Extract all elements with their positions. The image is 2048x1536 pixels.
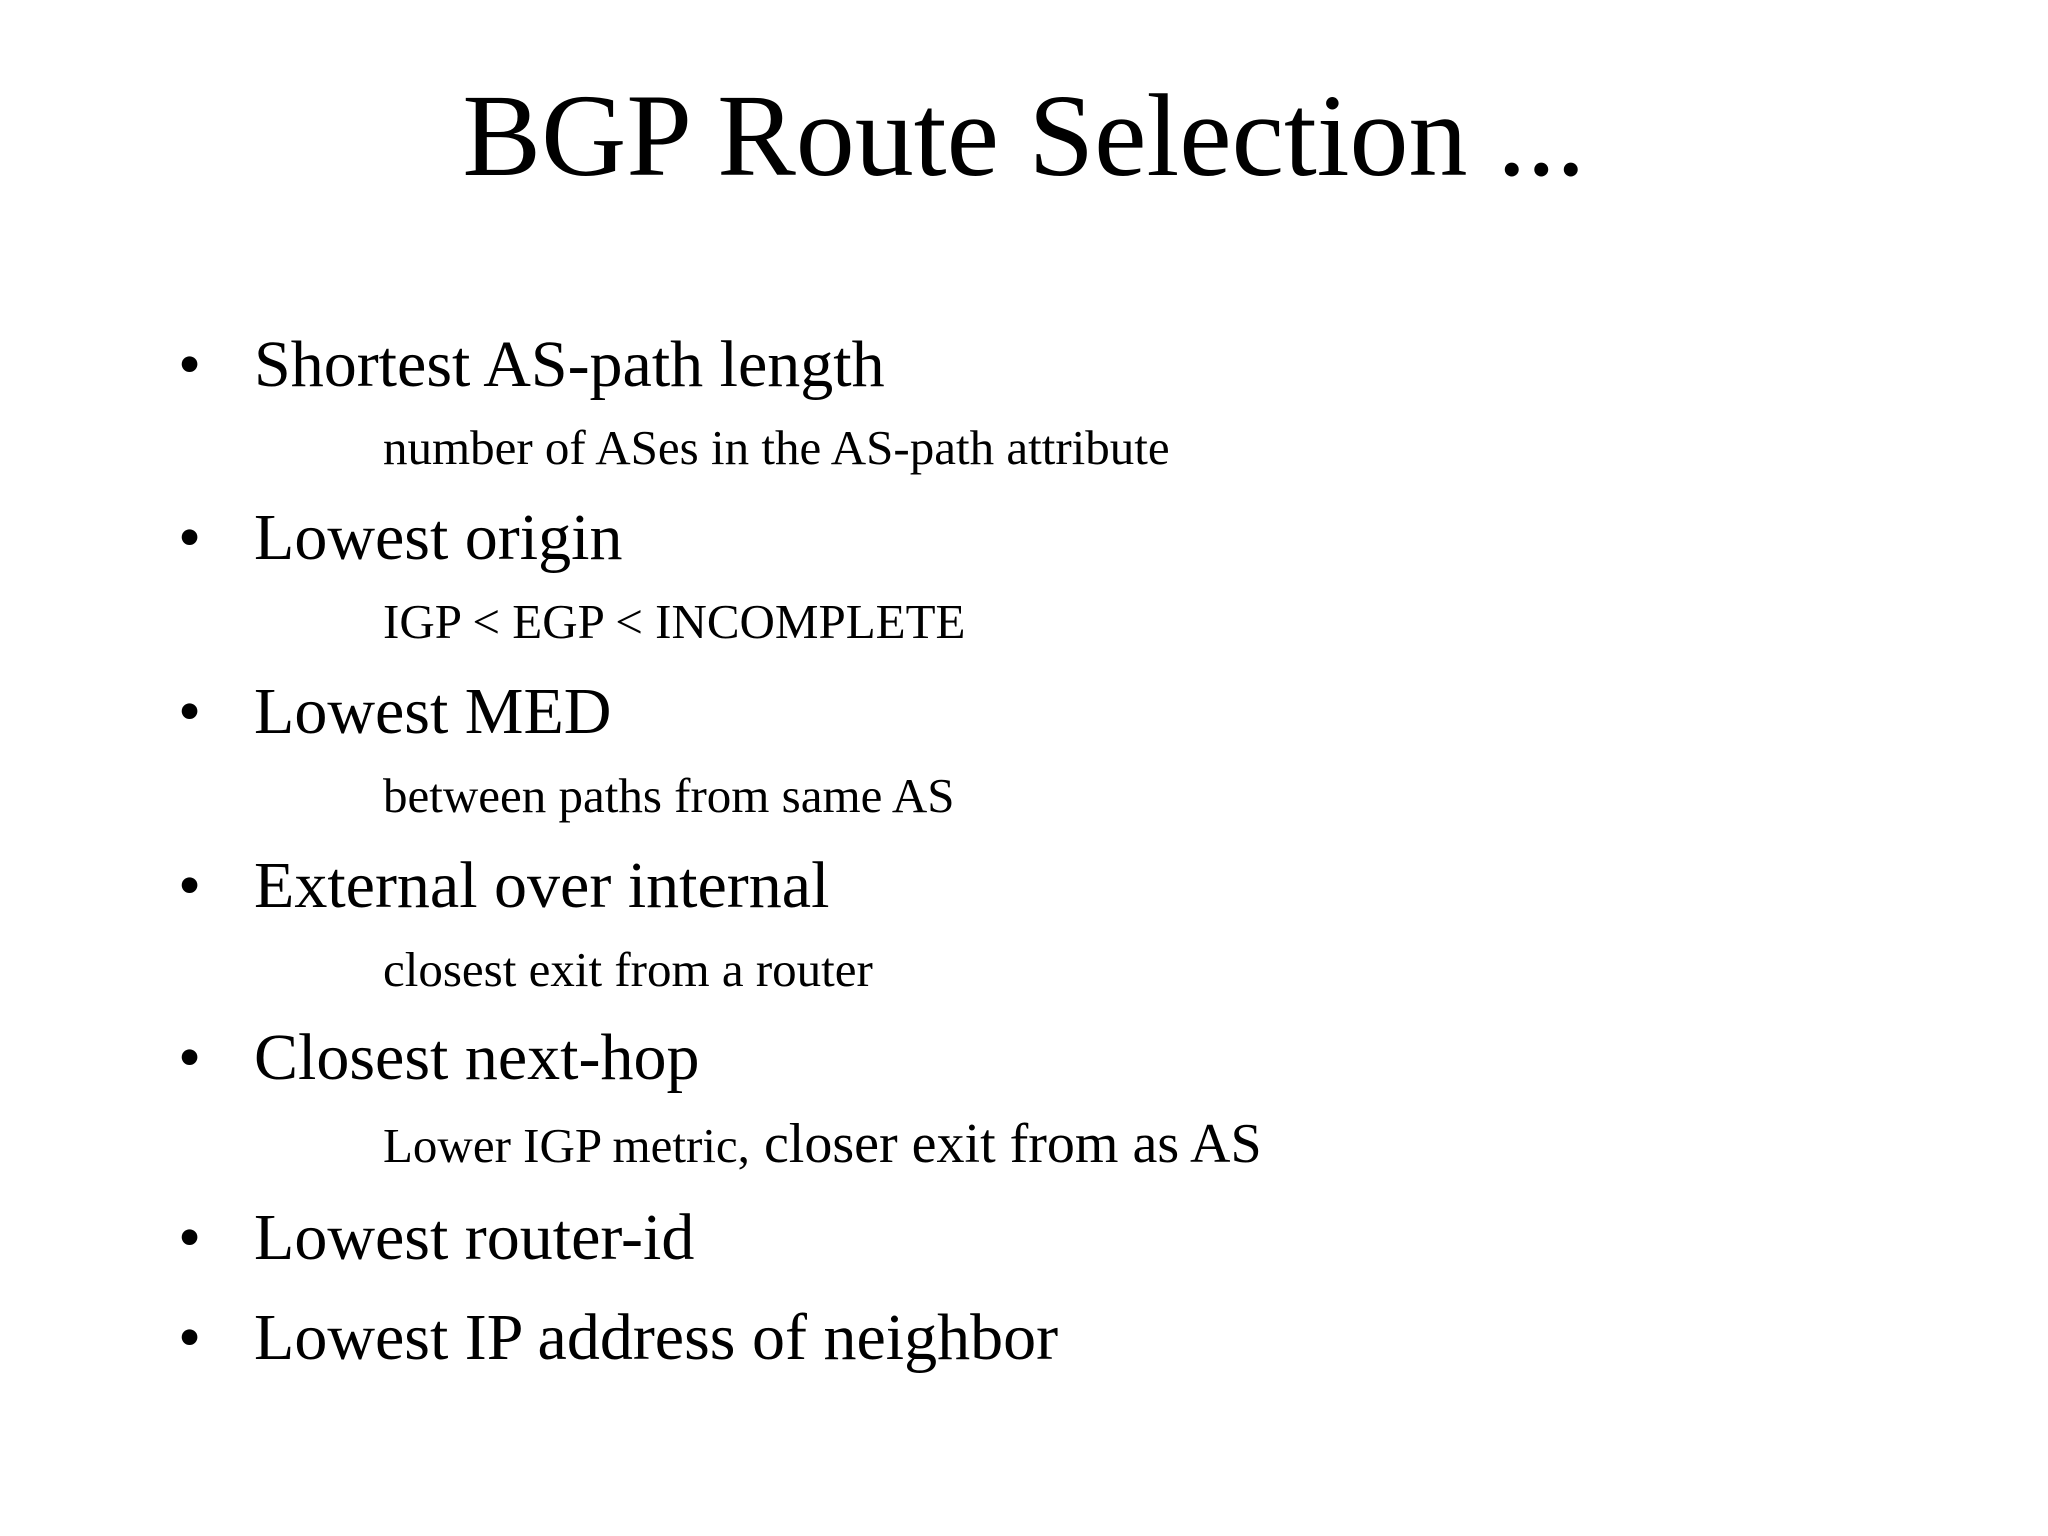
bullet-marker: •: [178, 675, 202, 748]
sub-igp-metric: [383, 1114, 1262, 1176]
sub-igp-metric-part: Lower IGP metric,: [383, 1118, 750, 1173]
bullet-lowest-router-id: Lowest router-id: [254, 1201, 695, 1274]
bullet-marker: •: [178, 501, 202, 574]
bullet-marker: •: [178, 1201, 202, 1274]
bullet-lowest-ip-neighbor: Lowest IP address of neighbor: [254, 1301, 1059, 1374]
sub-exit-part: closer exit from as AS: [749, 1113, 1262, 1175]
sub-med-scope: between paths from same AS: [383, 768, 955, 823]
bullet-marker: •: [178, 1301, 202, 1374]
bullet-lowest-origin: Lowest origin: [254, 501, 623, 574]
bullet-shortest-as-path: Shortest AS-path length: [254, 328, 885, 401]
bullet-closest-next-hop: Closest next-hop: [254, 1021, 700, 1094]
bullet-marker: •: [178, 849, 202, 922]
bullet-external-over-internal: External over internal: [254, 849, 830, 922]
slide-title: BGP Route Selection ...: [462, 70, 1586, 201]
bullet-marker: •: [178, 1021, 202, 1094]
bullet-marker: •: [178, 328, 202, 401]
sub-as-path-count: number of ASes in the AS-path attribute: [383, 420, 1170, 475]
sub-origin-order: IGP < EGP < INCOMPLETE: [383, 594, 966, 649]
bullet-lowest-med: Lowest MED: [254, 675, 612, 748]
sub-closest-exit: closest exit from a router: [383, 942, 873, 997]
